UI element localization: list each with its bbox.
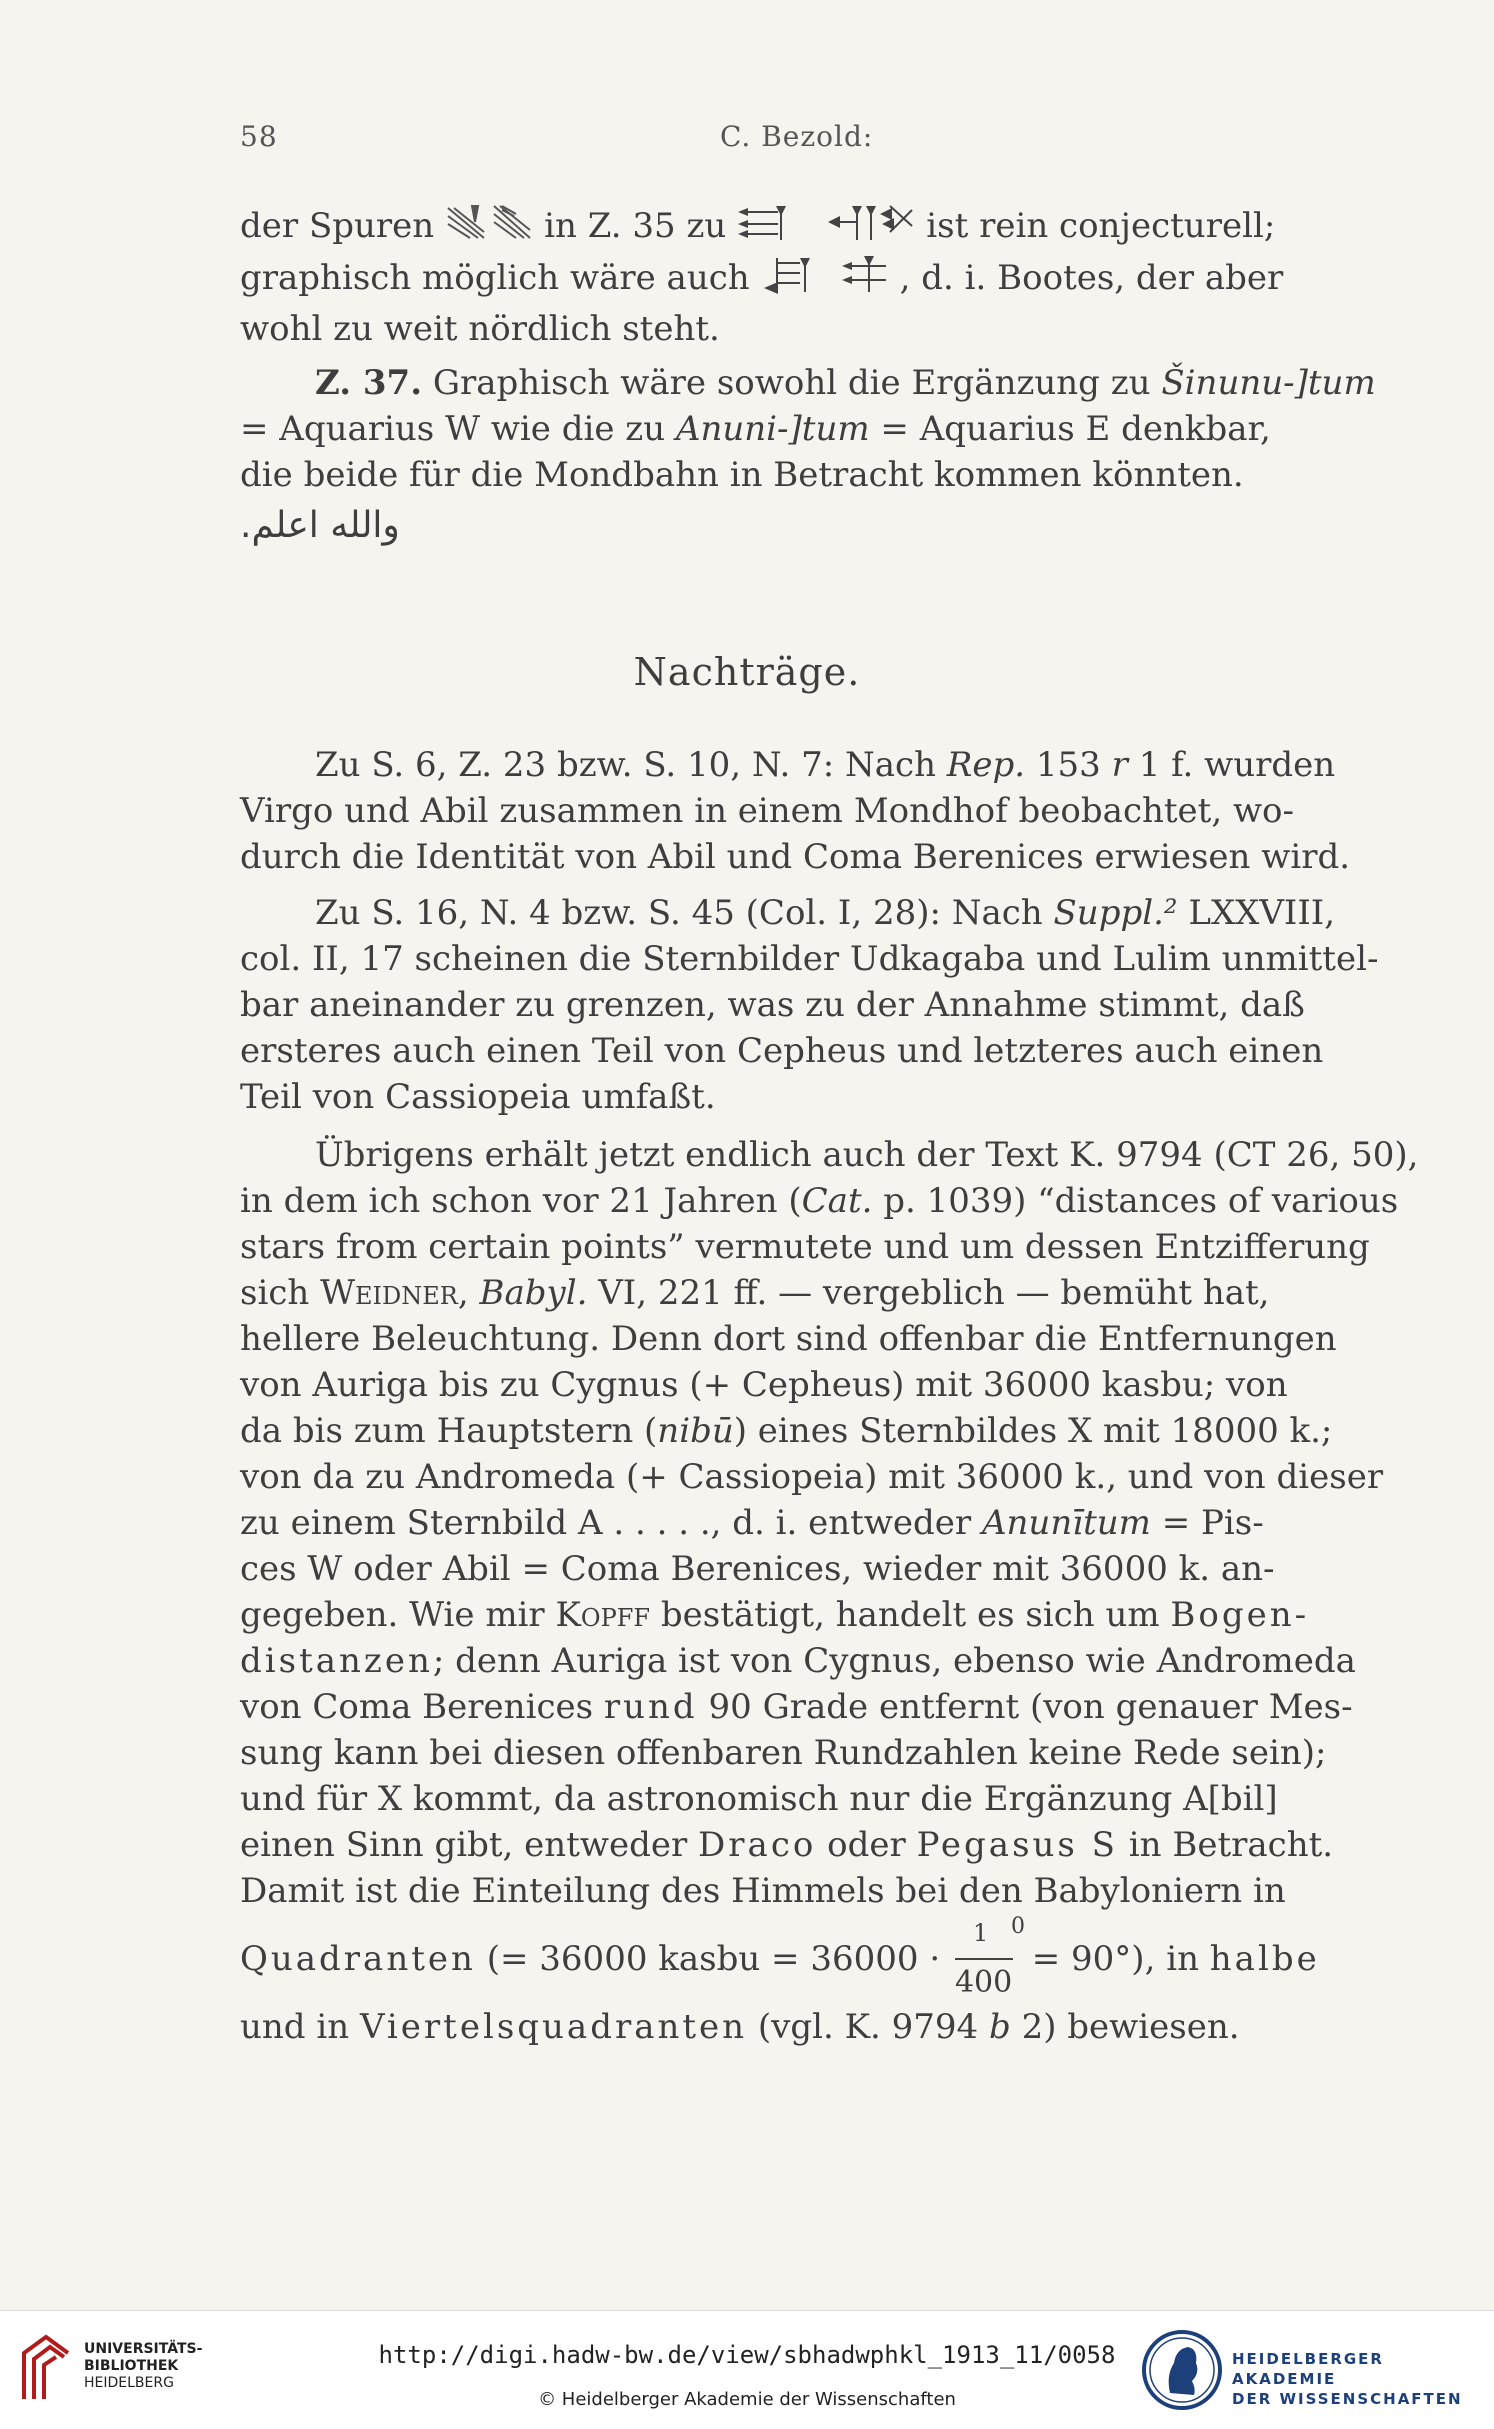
text-span: ; denn Auriga ist von Cygnus, ebenso wie Andromeda (432, 1641, 1356, 1681)
text-span: (vgl. K. 9794 (757, 2007, 979, 2047)
text-span: in Betracht. (1128, 1825, 1334, 1865)
paragraph-z37 (240, 360, 1376, 498)
text-line: sung kann bei diesen offenbaren Rundzahlen keine Rede sein); (240, 1733, 1327, 1773)
text-line: ces W oder Abil = Coma Berenices, wieder mit 36000 k. an- (240, 1549, 1275, 1589)
text-line: die beide für die Mondbahn in Betracht kommen könnten. (240, 455, 1244, 495)
text-span: = Aquarius E denkbar, (880, 409, 1271, 449)
text-span: LXXVIII, (1188, 893, 1336, 933)
addendum-3 (240, 1132, 1419, 2050)
cuneiform-sign-2 (826, 202, 916, 254)
text-span: Zu S. 16, N. 4 bzw. S. 45 (Col. I, 28): Nach (315, 893, 1043, 933)
page-number: 58 (240, 120, 278, 153)
text-line: Übrigens erhält jetzt endlich auch der Text K. 9794 (CT 26, 50), (315, 1135, 1419, 1175)
text-span: = 90°), in (1031, 1939, 1199, 1979)
text-span: 90 Grade entfernt (von genauer Mes- (708, 1687, 1353, 1727)
text-span: Anuni-]tum (675, 409, 870, 449)
text-span: r (1111, 745, 1128, 785)
text-span: in dem ich schon vor 21 Jahren ( (240, 1181, 802, 1221)
text-span: = Pis- (1161, 1503, 1264, 1543)
fraction-denominator: 400 (954, 1965, 1013, 2000)
cuneiform-sign-3 (760, 254, 820, 306)
ub-name-line: BIBLIOTHEK (84, 2358, 179, 2374)
text-span: Viertelsquadranten (359, 2007, 748, 2047)
academy-name (1232, 2349, 1494, 2409)
text-span: p. 1039) “distances of various (883, 1181, 1399, 1221)
text-line: durch die Identität von Abil und Coma Berenices erwiesen wird. (240, 837, 1351, 877)
text-span: halbe (1209, 1939, 1320, 1979)
running-head: C. Bezold: (720, 120, 874, 153)
line-label: Z. 37. (315, 363, 423, 403)
text-span: ist rein conjecturell; (926, 206, 1276, 246)
text-span: Draco (698, 1825, 817, 1865)
text-span: Graphisch wäre sowohl die Ergänzung zu (432, 363, 1151, 403)
text-span: = Aquarius W wie die zu (240, 409, 666, 449)
text-span: , d. i. Bootes, der aber (899, 258, 1284, 298)
arabic-phrase: والله اعلم. (240, 505, 400, 546)
text-line: wohl zu weit nördlich steht. (240, 309, 720, 349)
academy-name-line: DER WISSENSCHAFTEN (1232, 2390, 1463, 2408)
section-heading: Nachträge. (633, 650, 861, 694)
text-line: und für X kommt, da astronomisch nur die Ergänzung A[bil] (240, 1779, 1278, 1819)
text-span: Rep. (946, 745, 1026, 785)
text-span: , (457, 1273, 469, 1313)
text-span: oder (827, 1825, 906, 1865)
text-span: distanzen (240, 1641, 433, 1681)
text-span: b (988, 2007, 1011, 2047)
text-line: bar aneinander zu grenzen, was zu der Annahme stimmt, daß (240, 985, 1305, 1025)
cuneiform-sign-damaged (444, 202, 534, 254)
text-span: 1 f. wurden (1138, 745, 1336, 785)
text-span: Pegasus S (916, 1825, 1118, 1865)
copyright-notice: © Heidelberger Akademie der Wissenschaften (538, 2389, 956, 2410)
text-span: Kopff (555, 1595, 651, 1635)
text-span: Anunītum (981, 1503, 1151, 1543)
text-line: stars from certain points” vermutete und um dessen Entzifferung (240, 1227, 1370, 1267)
addendum-2 (240, 890, 1379, 1120)
footer-bar (0, 2310, 1494, 2429)
text-line: hellere Beleuchtung. Denn dort sind offenbar die Entfernungen (240, 1319, 1337, 1359)
text-span: in Z. 35 zu (544, 206, 727, 246)
ub-name-line: HEIDELBERG (84, 2375, 174, 2391)
text-span: VI, 221 ff. — vergeblich — bemüht hat, (598, 1273, 1270, 1313)
fraction (951, 1914, 1025, 2000)
source-url-link[interactable]: http://digi.hadw-bw.de/view/sbhadwphkl_1913_11/0058 (378, 2341, 1116, 2369)
addendum-1 (240, 742, 1351, 880)
paragraph-spuren (240, 202, 1340, 352)
text-span: einen Sinn gibt, entweder (240, 1825, 688, 1865)
academy-name-line: HEIDELBERGER AKADEMIE (1232, 2350, 1384, 2388)
cuneiform-sign-1 (736, 202, 806, 254)
text-line: von Auriga bis zu Cygnus (+ Cepheus) mit 36000 kasbu; von (240, 1365, 1288, 1405)
text-span: Bogen- (1170, 1595, 1310, 1635)
text-line: ersteres auch einen Teil von Cepheus und letzteres auch einen (240, 1031, 1324, 1071)
text-span: zu einem Sternbild A . . . . ., d. i. entweder (240, 1503, 972, 1543)
text-span: Quadranten (240, 1939, 476, 1979)
text-span: 2) bewiesen. (1021, 2007, 1240, 2047)
text-span: Suppl.² (1053, 893, 1178, 933)
text-span: Cat. (801, 1181, 873, 1221)
academy-seal-icon (1140, 2325, 1224, 2419)
text-span: sich (240, 1273, 310, 1313)
ub-name-line: UNIVERSITÄTS- (84, 2341, 203, 2357)
text-span: gegeben. Wie mir (240, 1595, 545, 1635)
text-span: Babyl. (479, 1273, 588, 1313)
text-span: Weidner (320, 1273, 458, 1313)
text-span: bestätigt, handelt es sich um (660, 1595, 1160, 1635)
text-span: Šinunu-]tum (1161, 363, 1376, 403)
text-span: der Spuren (240, 206, 435, 246)
text-span: 153 (1035, 745, 1101, 785)
text-span: rund (603, 1687, 698, 1727)
fraction-numerator: 1 (972, 1919, 989, 1947)
text-span: Zu S. 6, Z. 23 bzw. S. 10, N. 7: Nach (315, 745, 936, 785)
text-span: nibū (657, 1411, 734, 1451)
text-line: Damit ist die Einteilung des Himmels bei den Babyloniern in (240, 1871, 1286, 1911)
degree-mark: 0 (1010, 1914, 1025, 1939)
text-span: und in (240, 2007, 350, 2047)
text-line: Virgo und Abil zusammen in einem Mondhof beobachtet, wo- (240, 791, 1294, 831)
text-span: graphisch möglich wäre auch (240, 258, 750, 298)
text-line: Teil von Cassiopeia umfaßt. (240, 1077, 716, 1117)
text-line: col. II, 17 scheinen die Sternbilder Udkagaba und Lulim unmittel- (240, 939, 1379, 979)
cuneiform-sign-4 (840, 254, 890, 306)
text-span: von Coma Berenices (240, 1687, 594, 1727)
text-span: da bis zum Hauptstern ( (240, 1411, 658, 1451)
text-line: von da zu Andromeda (+ Cassiopeia) mit 36000 k., und von dieser (240, 1457, 1384, 1497)
text-span: (= 36000 kasbu = 36000 · (486, 1939, 941, 1979)
text-span: ) eines Sternbildes X mit 18000 k.; (733, 1411, 1333, 1451)
